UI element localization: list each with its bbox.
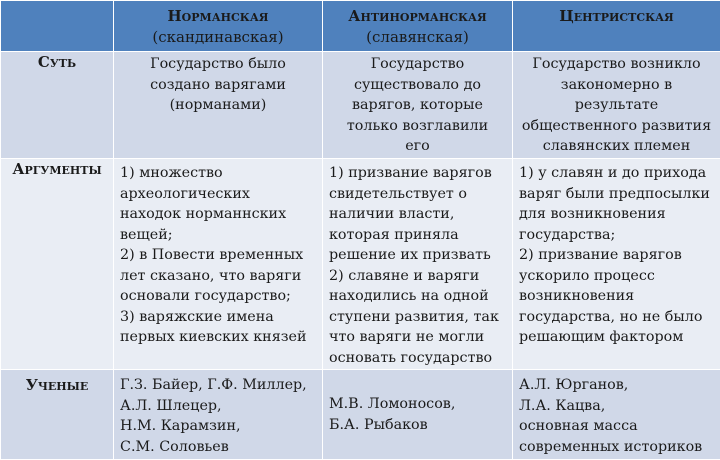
text-line: Н.М. Карамзин, <box>120 416 318 437</box>
text-line: решение их призвать <box>329 245 508 266</box>
text-line: возникновения <box>519 286 716 307</box>
text-line: государства, но не было <box>519 307 716 328</box>
text-line: находились на одной <box>329 286 508 307</box>
essence-norman <box>114 52 323 159</box>
text-line: находок норманнских <box>120 204 318 225</box>
text-line: ступени развития, так <box>329 307 508 328</box>
text-line: наличии власти, <box>329 204 508 225</box>
text-line: 2) в Повести временных <box>120 245 318 266</box>
scientists-label: Ученые <box>1 370 114 460</box>
essence-centrist <box>513 52 720 159</box>
text-line: 2) призвание варягов <box>519 245 716 266</box>
header-norman <box>115 2 321 48</box>
text-line: которая приняла <box>329 225 508 246</box>
text-line: славянских племен <box>519 136 714 157</box>
text-line: 1) множество <box>120 163 318 184</box>
header-norman-subtitle: (скандинавская) <box>115 27 321 48</box>
header-centrist-cell <box>513 1 720 52</box>
text-line: А.Л. Шлецер, <box>120 396 318 417</box>
scientists-row <box>1 370 720 460</box>
text-line: создано варягами <box>120 75 316 96</box>
essence-row <box>1 52 720 159</box>
header-antinorman <box>324 2 511 48</box>
text-line: закономерно в <box>519 75 714 96</box>
text-line: его <box>329 136 506 157</box>
text-line: Б.А. Рыбаков <box>329 415 508 436</box>
scientists-antinorman <box>323 370 513 460</box>
scientists-norman <box>114 370 323 460</box>
arguments-centrist <box>513 159 720 370</box>
essence-antinorman <box>323 52 513 159</box>
text-line: Государство было <box>120 54 316 75</box>
text-line: варягов, которые <box>329 95 506 116</box>
text-line: 1) у славян и до прихода <box>519 163 716 184</box>
arguments-row <box>1 159 720 370</box>
text-line: вещей; <box>120 225 318 246</box>
header-centrist-title: Центристская <box>559 7 673 25</box>
text-line: М.В. Ломоносов, <box>329 394 508 415</box>
arguments-antinorman <box>323 159 513 370</box>
text-line: Государство <box>329 54 506 75</box>
text-line: ускорило процесс <box>519 266 716 287</box>
text-line: государства; <box>519 225 716 246</box>
text-line: (норманами) <box>120 95 316 116</box>
header-antinorman-cell <box>323 1 513 52</box>
header-norman-cell <box>114 1 323 52</box>
arguments-norman <box>114 159 323 370</box>
text-line: решающим фактором <box>519 327 716 348</box>
header-centrist <box>514 2 719 27</box>
text-line: современных историков <box>519 437 716 458</box>
text-line: лет сказано, что варяги <box>120 266 318 287</box>
header-corner-cell <box>1 1 114 52</box>
text-line: С.М. Соловьев <box>120 437 318 458</box>
text-line: основать государство <box>329 348 508 369</box>
text-line: существовало до <box>329 75 506 96</box>
text-line: общественного развития <box>519 116 714 137</box>
text-line: результате <box>519 95 714 116</box>
text-line: свидетельствует о <box>329 184 508 205</box>
scientists-centrist <box>513 370 720 460</box>
text-line: только возглавили <box>329 116 506 137</box>
header-antinorman-title: Антинорманская <box>348 7 486 25</box>
text-line: Государство возникло <box>519 54 714 75</box>
text-line: что варяги не могли <box>329 327 508 348</box>
arguments-label: Аргументы <box>1 159 114 370</box>
text-line: для возникновения <box>519 204 716 225</box>
text-line: археологических <box>120 184 318 205</box>
text-line: 2) славяне и варяги <box>329 266 508 287</box>
text-line: Г.З. Байер, Г.Ф. Миллер, <box>120 375 318 396</box>
header-antinorman-subtitle: (славянская) <box>324 27 511 48</box>
text-line: А.Л. Юрганов, <box>519 375 716 396</box>
text-line: основали государство; <box>120 286 318 307</box>
header-norman-title: Норманская <box>168 7 269 25</box>
text-line: Л.А. Кацва, <box>519 396 716 417</box>
text-line: первых киевских князей <box>120 327 318 348</box>
header-row <box>1 1 720 52</box>
essence-label: Суть <box>1 52 114 159</box>
text-line: 1) призвание варягов <box>329 163 508 184</box>
text-line: варяг были предпосылки <box>519 184 716 205</box>
text-line: 3) варяжские имена <box>120 307 318 328</box>
text-line: основная масса <box>519 416 716 437</box>
